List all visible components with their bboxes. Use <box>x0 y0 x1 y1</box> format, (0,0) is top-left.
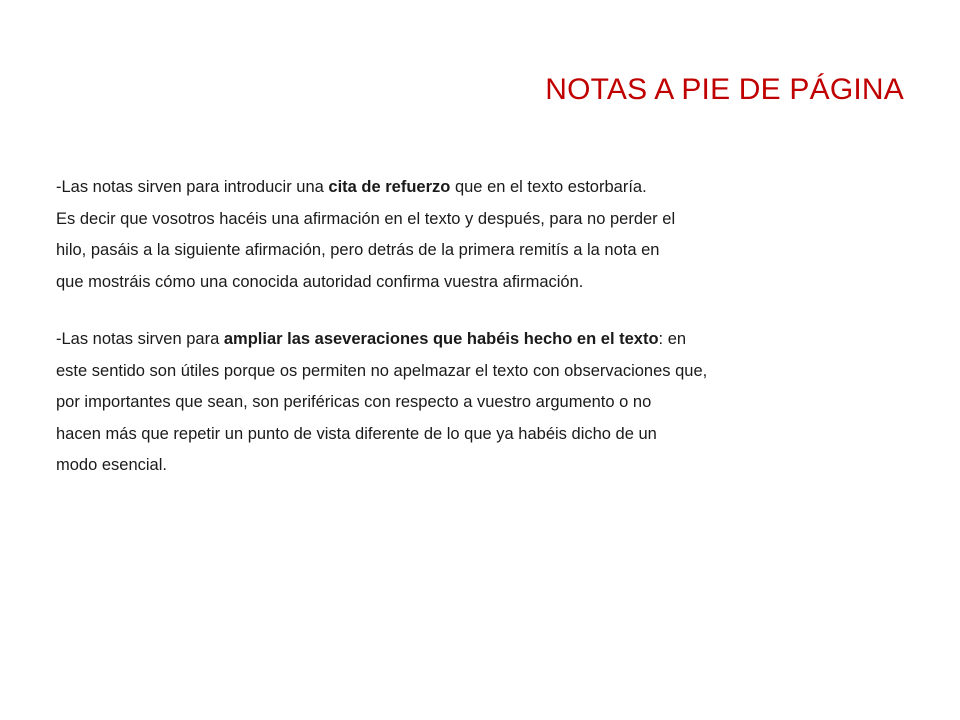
paragraph-notes-expansion <box>56 324 906 482</box>
paragraph-line: modo esencial. <box>56 456 167 474</box>
slide-title: NOTAS A PIE DE PÁGINA <box>545 73 904 106</box>
paragraph-line <box>56 324 906 356</box>
paragraph-line: hacen más que repetir un punto de vista diferente de lo que ya habéis dicho de un <box>56 424 657 443</box>
bold-phrase: ampliar las aseveraciones que habéis hecho en el texto <box>223 330 659 348</box>
paragraph-line: Es decir que vosotros hacéis una afirmación en el texto y después, para no perder el <box>56 209 676 228</box>
text-run: que en el texto estorbaría. <box>450 178 647 196</box>
bold-phrase: cita de refuerzo <box>328 178 451 196</box>
paragraph-line: este sentido son útiles porque os permiten no apelmazar el texto con observaciones que, <box>56 361 708 380</box>
paragraph-line: hilo, pasáis a la siguiente afirmación, pero detrás de la primera remitís a la nota en <box>56 241 660 259</box>
paragraph-line: que mostráis cómo una conocida autoridad confirma vuestra afirmación. <box>56 272 584 291</box>
text-run: -Las notas sirven para introducir una <box>56 178 329 196</box>
text-run: : en <box>658 330 687 348</box>
text-run: -Las notas sirven para <box>56 330 224 348</box>
paragraph-notes-citation <box>56 172 906 298</box>
paragraph-line <box>56 172 906 204</box>
paragraph-line: por importantes que sean, son periféricas con respecto a vuestro argumento o no <box>56 393 652 411</box>
